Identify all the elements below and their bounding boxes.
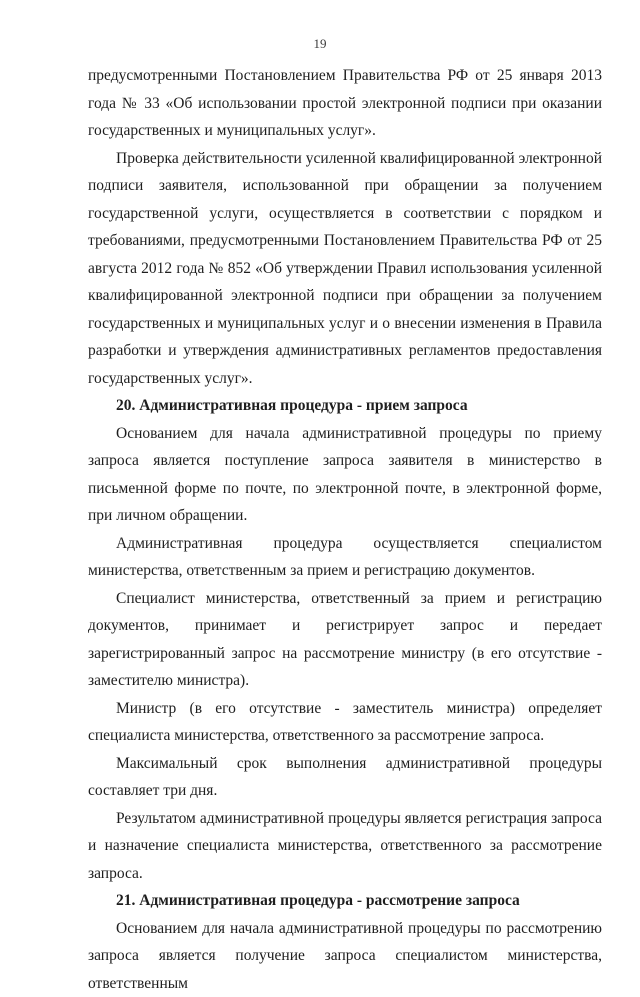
paragraph-procedure-result: Результатом административной процедуры является регистрация запроса и назначение специалиста министерства, ответственного за рассмотрение запроса. (88, 805, 602, 888)
paragraph-electronic-signature-end: предусмотренными Постановлением Правительства РФ от 25 января 2013 года № 33 «Об использовании простой электронной подписи при оказании государственных и муниципальных услуг». (88, 62, 602, 145)
paragraph-max-duration: Максимальный срок выполнения административной процедуры составляет три дня. (88, 750, 602, 805)
paragraph-minister-assignment: Министр (в его отсутствие - заместитель министра) определяет специалиста министерства, ответственного за рассмотрение запроса. (88, 695, 602, 750)
paragraph-registration: Специалист министерства, ответственный за прием и регистрацию документов, принимает и регистрирует запрос и передает зарегистрированный запрос на рассмотрение министру (в его отсутствие - заместителю министра). (88, 585, 602, 695)
section-heading-20: 20. Административная процедура - прием запроса (88, 392, 602, 420)
paragraph-signature-verification: Проверка действительности усиленной квалифицированной электронной подписи заявителя, использованной при обращении за получением государственной услуги, осуществляется в соответствии с порядком и требованиями, предусмотренными Постановлением Правительства РФ от 25 августа 2012 года № 852 «Об утверждении Правил использования усиленной квалифицированной электронной подписи при обращении за получением государственных и муниципальных услуг и о внесении изменения в Правила разработки и утверждения административных регламентов предоставления государственных услуг». (88, 145, 602, 393)
section-heading-21: 21. Административная процедура - рассмотрение запроса (88, 887, 602, 915)
paragraph-review-basis: Основанием для начала административной процедуры по рассмотрению запроса является получение запроса специалистом министерства, ответственным (88, 915, 602, 997)
paragraph-procedure-performer: Административная процедура осуществляется специалистом министерства, ответственным за прием и регистрацию документов. (88, 530, 602, 585)
document-body (88, 62, 602, 997)
page-number: 19 (0, 36, 640, 52)
paragraph-request-basis: Основанием для начала административной процедуры по приему запроса является поступление запроса заявителя в министерство в письменной форме по почте, по электронной почте, в электронной форме, при личном обращении. (88, 420, 602, 530)
